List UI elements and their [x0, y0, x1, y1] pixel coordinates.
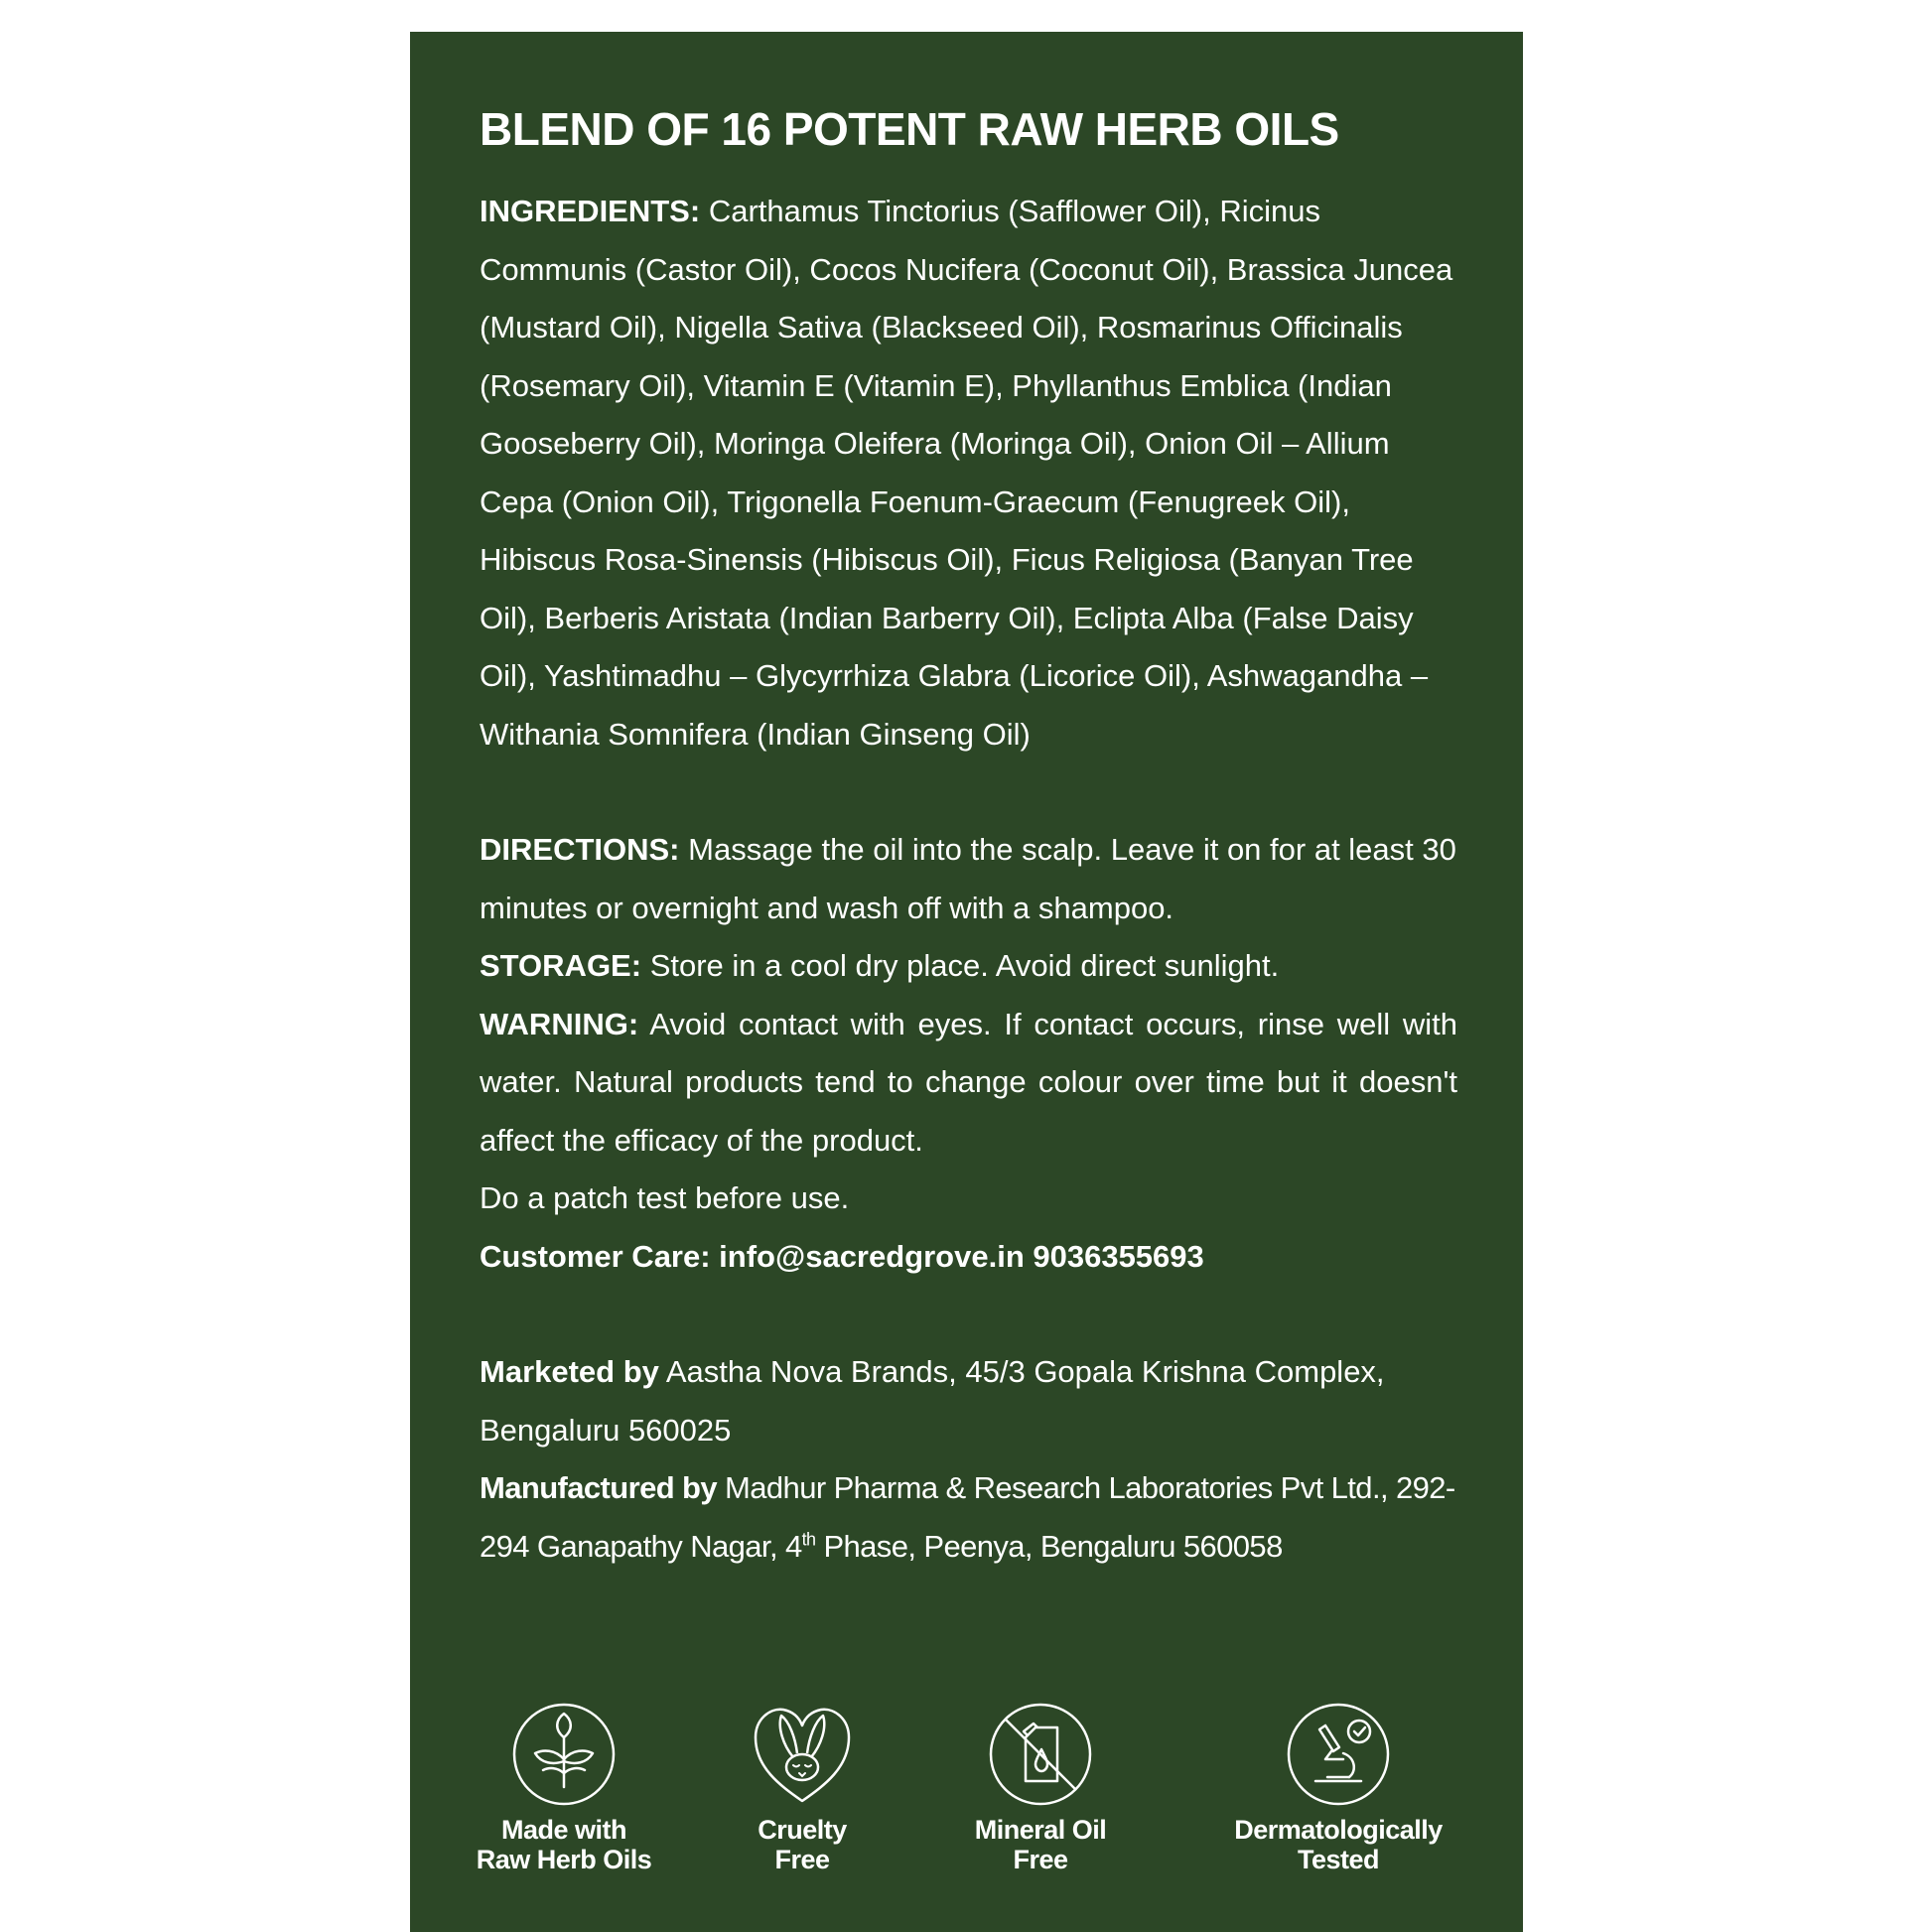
marketed-by-text: Aastha Nova Brands, 45/3 Gopala Krishna Complex, Bengaluru 560025	[480, 1354, 1385, 1448]
product-label-panel	[410, 32, 1523, 1932]
storage-section	[480, 937, 1457, 996]
badge-dermatologically-tested	[1204, 1702, 1472, 1874]
feature-badges	[410, 1702, 1523, 1920]
badge-dermatologically-tested-line1: Dermatologically	[1234, 1815, 1443, 1845]
directions-label: DIRECTIONS:	[480, 832, 680, 867]
directions-section	[480, 821, 1457, 937]
manufactured-by-section	[480, 1459, 1457, 1576]
manufactured-by-superscript: th	[801, 1529, 816, 1550]
marketed-by-section	[480, 1343, 1457, 1459]
ingredients-label: INGREDIENTS:	[480, 194, 701, 228]
storage-label: STORAGE:	[480, 948, 642, 983]
badge-dermatologically-tested-label	[1204, 1815, 1472, 1874]
warning-text: Avoid contact with eyes. If contact occurs, rinse well with water. Natural products tend to change colour over time but it doesn't affect the efficacy of the product.	[480, 1006, 1458, 1158]
badge-mineral-oil-free-label	[951, 1815, 1130, 1874]
badge-cruelty-free	[728, 1702, 877, 1874]
badge-raw-herb-oils-line1: Made with	[500, 1815, 626, 1845]
badge-mineral-oil-free-line1: Mineral Oil	[974, 1815, 1107, 1845]
label-title: BLEND OF 16 POTENT RAW HERB OILS	[480, 103, 1339, 155]
ingredients-text: Carthamus Tinctorius (Safflower Oil), Ricinus Communis (Castor Oil), Cocos Nucifera (Coconut Oil), Brassica Juncea (Mustard Oil), Nigella Sativa (Blackseed Oil), Rosmarinus Officinalis (Rosemary Oil), Vitamin E (Vitamin E), Phyllanthus Emblica (Indian Gooseberry Oil), Moringa Oleifera (Moringa Oil), Onion Oil – Allium Cepa (Onion Oil), Trigonella Foenum-Graecum (Fenugreek Oil), Hibiscus Rosa-Sinensis (Hibiscus Oil), Ficus Religiosa (Banyan Tree Oil), Berberis Aristata (Indian Barberry Oil), Eclipta Alba (False Daisy Oil), Yashtimadhu – Glycyrrhiza Glabra (Licorice Oil), Ashwagandha – Withania Somnifera (Indian Ginseng Oil)	[480, 194, 1453, 752]
directions-text: Massage the oil into the scalp. Leave it on for at least 30 minutes or overnight and wash off with a shampoo.	[480, 832, 1456, 925]
badge-raw-herb-oils	[465, 1702, 663, 1874]
microscope-check-icon	[1286, 1702, 1391, 1807]
badge-mineral-oil-free	[951, 1702, 1130, 1874]
ingredients-section	[480, 183, 1457, 763]
no-mineral-oil-icon	[988, 1702, 1093, 1807]
patch-test-note: Do a patch test before use.	[480, 1180, 850, 1215]
manufactured-by-text-before: Madhur Pharma & Research Laboratories Pvt Ltd., 292-294 Ganapathy Nagar, 4	[480, 1470, 1455, 1564]
customer-care: Customer Care: info@sacredgrove.in 9036355693	[480, 1238, 1204, 1274]
badge-cruelty-free-line1: Cruelty	[758, 1815, 847, 1845]
badge-dermatologically-tested-line2: Tested	[1297, 1845, 1380, 1874]
badge-raw-herb-oils-label	[465, 1815, 663, 1874]
badge-raw-herb-oils-line2: Raw Herb Oils	[476, 1845, 652, 1874]
rabbit-heart-icon	[750, 1702, 855, 1807]
manufactured-by-text-after: Phase, Peenya, Bengaluru 560058	[823, 1528, 1283, 1564]
label-content	[480, 101, 1457, 1576]
manufactured-by-label: Manufactured by	[480, 1470, 718, 1505]
warning-section	[480, 996, 1457, 1171]
badge-mineral-oil-free-line2: Free	[1013, 1845, 1068, 1874]
marketed-by-label: Marketed by	[480, 1354, 659, 1389]
badge-cruelty-free-label	[728, 1815, 877, 1874]
warning-label: WARNING:	[480, 1006, 639, 1041]
storage-text: Store in a cool dry place. Avoid direct sunlight.	[649, 948, 1280, 983]
badge-cruelty-free-line2: Free	[774, 1845, 830, 1874]
herb-leaf-icon	[511, 1702, 617, 1807]
